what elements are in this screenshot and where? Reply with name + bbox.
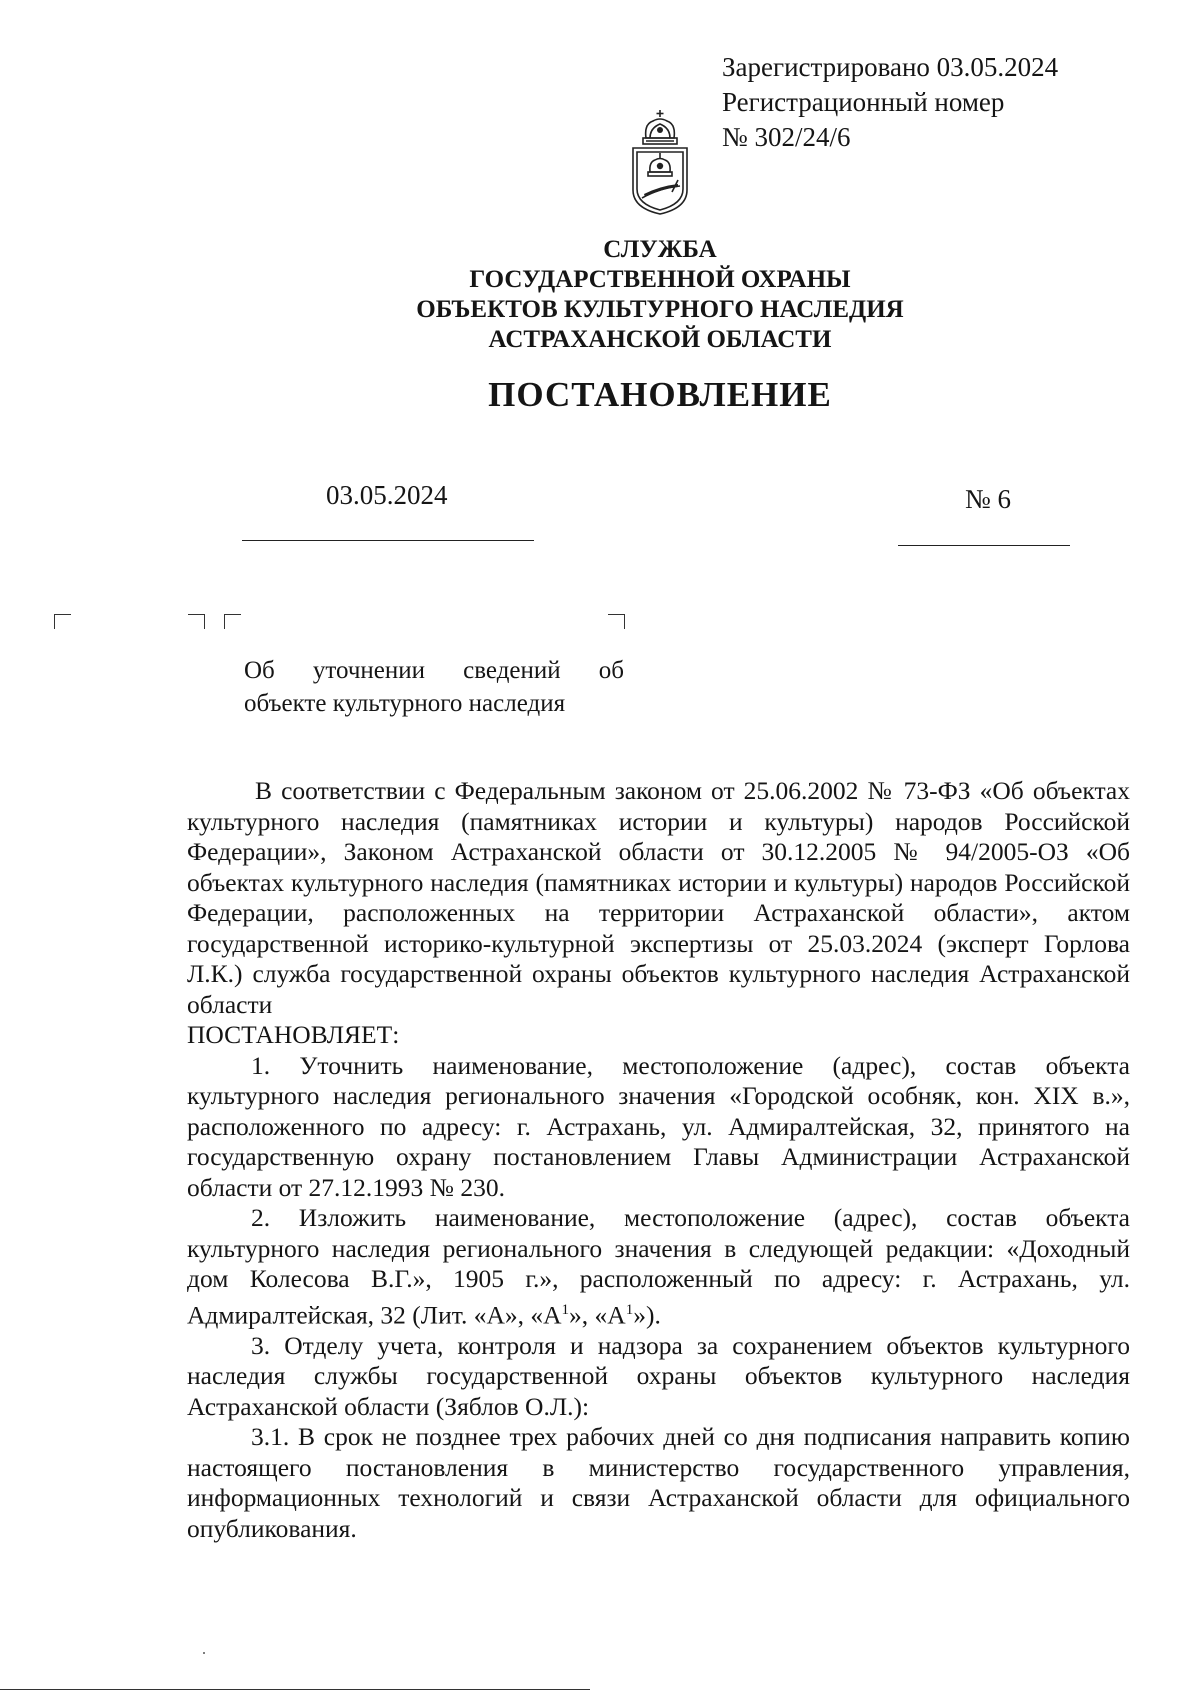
scan-speck [203, 1652, 205, 1654]
coat-of-arms-icon [628, 108, 692, 216]
superscript: 1 [625, 1301, 634, 1318]
registration-number: № 302/24/6 [722, 122, 851, 152]
document-title: ПОСТАНОВЛЕНИЕ [488, 375, 832, 414]
clause-1: 1. Уточнить наименование, местоположение (адрес), состав объекта культурного наследия регионального значения «Городской особняк, кон. XIX в.», расположенного по адресу: г. Астрахань, ул. Адмиралтейская, 32, принятого на государственную охрану постановлением Главы Администрации Астраханской области от 27.12.1993 № 230. [187, 1050, 1130, 1202]
clause-2-text: 2. Изложить наименование, местоположение (адрес), состав объекта культурного наследия регионального значения в следующей редакции: «Доходный дом Колесова В.Г.», 1905 г.», расположенный по адресу: г. Астрахань, ул. Адмиралтейская, 32 (Лит. «А», «А [187, 1203, 1130, 1329]
organization-line: ГОСУДАРСТВЕННОЙ ОХРАНЫ [469, 266, 851, 293]
document-subject [244, 654, 624, 720]
subject-corner-mark [608, 614, 625, 629]
registration-stamp [722, 50, 1058, 155]
footer-rule [0, 1689, 590, 1690]
date-underline [242, 540, 534, 541]
document-number: № 6 [965, 484, 1012, 514]
resolution-heading: ПОСТАНОВЛЯЕТ: [187, 1020, 400, 1049]
clause-3-1: 3.1. В срок не позднее трех рабочих дней со дня подписания направить копию настоящего постановления в министерство государственного управления, информационных технологий и связи Астраханской области для официального опубликования. [187, 1422, 1130, 1543]
organization-line: АСТРАХАНСКОЙ ОБЛАСТИ [488, 326, 832, 353]
clause-3: 3. Отделу учета, контроля и надзора за сохранением объектов культурного наследия службы государственной охраны объектов культурного наследия Астраханской области (Зяблов О.Л.): [187, 1330, 1130, 1421]
clause-2 [187, 1203, 1130, 1331]
document-date: 03.05.2024 [326, 480, 448, 510]
subject-corner-mark [224, 614, 241, 629]
superscript: 1 [561, 1301, 570, 1318]
organization-line: ОБЪЕКТОВ КУЛЬТУРНОГО НАСЛЕДИЯ [416, 296, 904, 323]
registration-number-label: Регистрационный номер [722, 87, 1005, 117]
clause-2-text: »). [633, 1300, 661, 1329]
registration-date: Зарегистрировано 03.05.2024 [722, 52, 1059, 82]
organization-line: СЛУЖБА [603, 236, 717, 263]
margin-corner-mark [54, 614, 71, 629]
document-body [187, 776, 1130, 1544]
subject-line: объекте культурного наследия [244, 690, 566, 717]
subject-line: Об уточнении сведений об [244, 657, 624, 684]
clause-2-text: », «А [569, 1300, 626, 1329]
preamble-paragraph: В соответствии с Федеральным законом от 25.06.2002 № 73-ФЗ «Об объектах культурного наследия (памятниках истории и культуры) народов Российской Федерации», Законом Астраханской области от 30.12.2005 № 94/2005-ОЗ «Об объектах культурного наследия (памятниках истории и культуры) народов Российской Федерации, расположенных на территории Астраханской области», актом государственной историко-культурной экспертизы от 25.03.2024 (эксперт Горлова Л.К.) служба государственной охраны объектов культурного наследия Астраханской области [187, 776, 1130, 1019]
subject-corner-mark [188, 614, 205, 629]
organization-name [300, 235, 1020, 355]
number-underline [898, 545, 1070, 546]
